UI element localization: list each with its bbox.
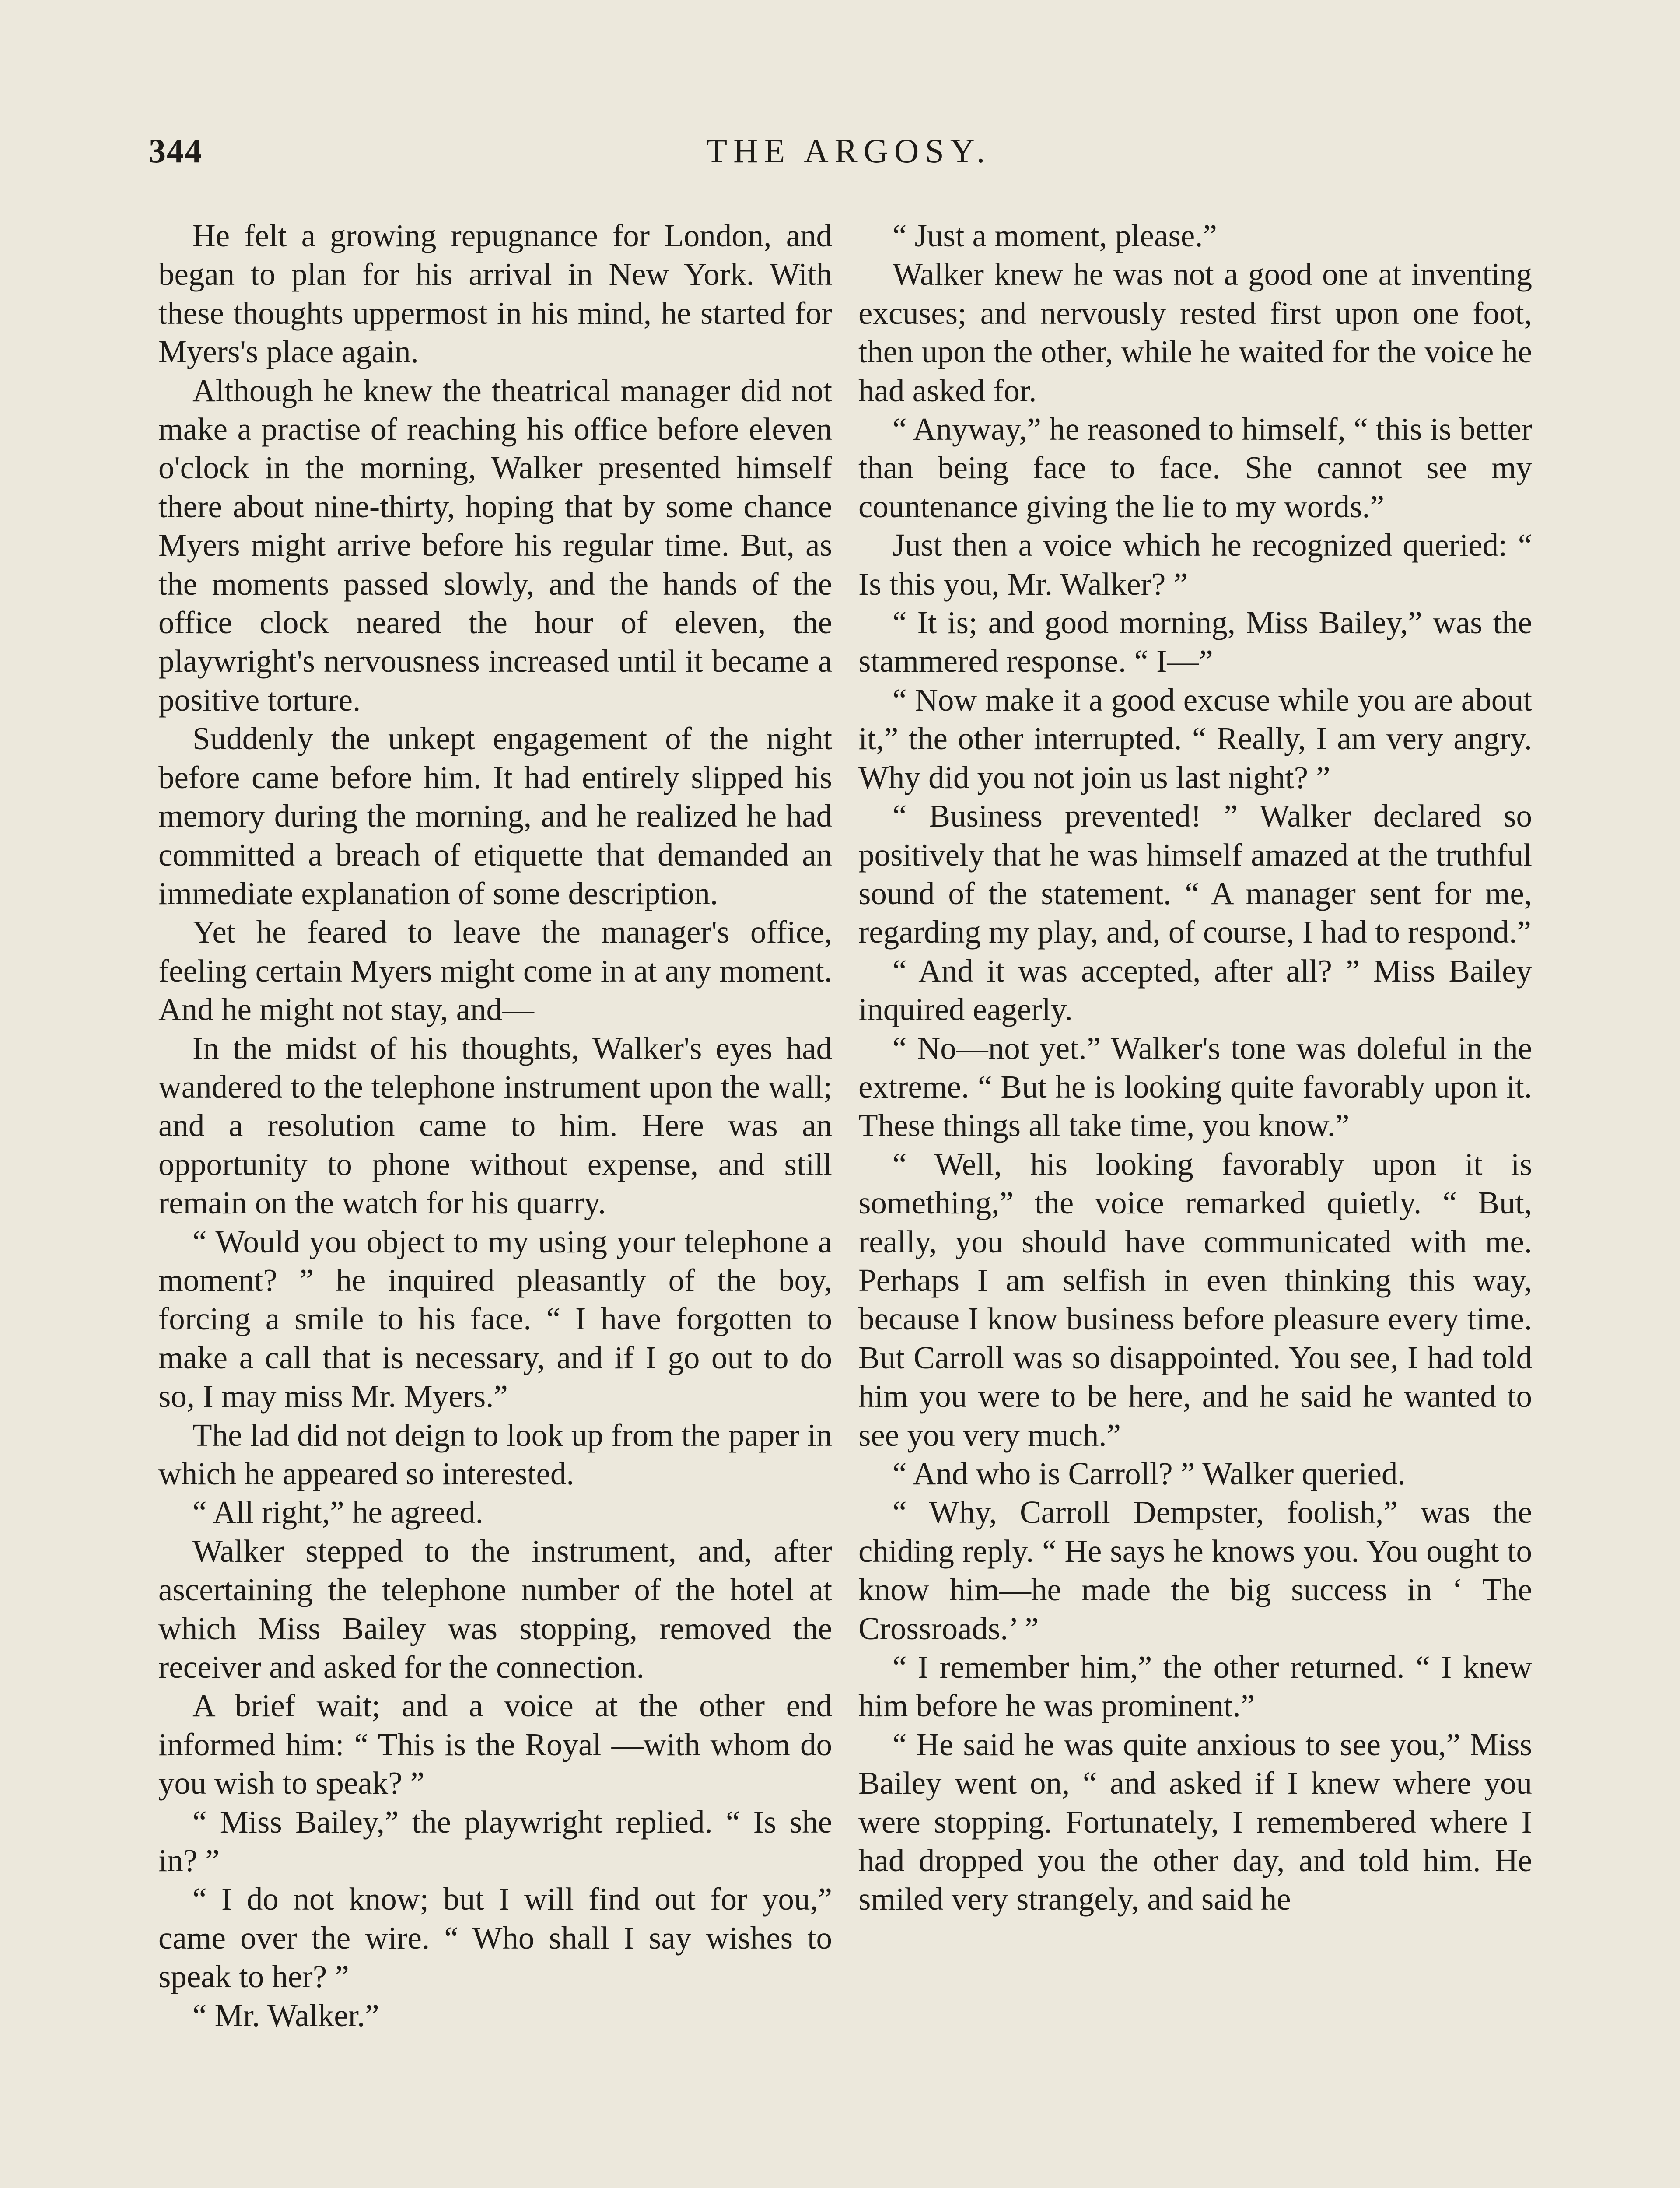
paragraph: “ Miss Bailey,” the playwright replied. “ Is she in? ”: [158, 1804, 832, 1879]
paragraph: “ Anyway,” he reasoned to himself, “ this is better than being face to face. She cannot see my countenance giving the lie to my words.”: [858, 411, 1532, 524]
paragraph: “ Well, his looking favorably upon it is something,” the voice remarked quietly. “ But, really, you should have communicated with me. Perhaps I am selfish in even thinking this way, because I know business before pleasure every time. But Carroll was so disappointed. You see, I had told him you were to be here, and he said he wanted to see you very much.”: [858, 1146, 1532, 1453]
paragraph: “ Would you object to my using your telephone a moment? ” he inquired pleasantly of the boy, forcing a smile to his face. “ I have forgotten to make a call that is necessary, and if I go out to do so, I may miss Mr. Myers.”: [158, 1224, 832, 1414]
right-column: [858, 217, 1532, 1919]
running-head: THE ARGOSY.: [706, 132, 991, 170]
paragraph: “ I do not know; but I will find out for you,” came over the wire. “ Who shall I say wishes to speak to her? ”: [158, 1881, 832, 1995]
paragraph: “ And who is Carroll? ” Walker queried.: [892, 1456, 1406, 1491]
paragraph: “ All right,” he agreed.: [192, 1494, 483, 1530]
page-number: 344: [149, 132, 203, 170]
paragraph: Suddenly the unkept engagement of the night before came before him. It had entirely slipped his memory during the morning, and he realized he had committed a breach of etiquette that demanded an immediate explanation of some description.: [158, 721, 832, 911]
paragraph: Just then a voice which he recognized queried: “ Is this you, Mr. Walker? ”: [858, 527, 1532, 602]
paragraph: Walker knew he was not a good one at inventing excuses; and nervously rested first upon one foot, then upon the other, while he waited for the voice he had asked for.: [858, 256, 1532, 408]
paragraph: “ No—not yet.” Walker's tone was doleful in the extreme. “ But he is looking quite favorably upon it. These things all take time, you know.”: [858, 1030, 1532, 1143]
paragraph: “ It is; and good morning, Miss Bailey,” was the stammered response. “ I—”: [858, 605, 1532, 679]
left-column: [158, 217, 832, 2035]
paragraph: In the midst of his thoughts, Walker's eyes had wandered to the telephone instrument upon the wall; and a resolution came to him. Here was an opportunity to phone without expense, and still remain on the watch for his quarry.: [158, 1030, 832, 1221]
paragraph: “ And it was accepted, after all? ” Miss Bailey inquired eagerly.: [858, 953, 1532, 1027]
paragraph: The lad did not deign to look up from the paper in which he appeared so interested.: [158, 1417, 832, 1491]
page-header: [149, 131, 1549, 184]
paragraph: He felt a growing repugnance for London, and began to plan for his arrival in New York. With these thoughts uppermost in his mind, he started for Myers's place again.: [158, 218, 832, 370]
paragraph: “ Why, Carroll Dempster, foolish,” was the chiding reply. “ He says he knows you. You ought to know him—he made the big success in ‘ The Crossroads.’ ”: [858, 1494, 1532, 1646]
paragraph: “ Business prevented! ” Walker declared so positively that he was himself amazed at the truthful sound of the statement. “ A manager sent for me, regarding my play, and, of course, I had to respond.”: [858, 798, 1532, 950]
paragraph: “ He said he was quite anxious to see you,” Miss Bailey went on, “ and asked if I knew where you were stopping. Fortunately, I remembered where I had dropped you the other day, and told him. He smiled very strangely, and said he: [858, 1726, 1532, 1917]
paragraph: “ Just a moment, please.”: [892, 218, 1217, 253]
paragraph: “ I remember him,” the other returned. “ I knew him before he was prominent.”: [858, 1649, 1532, 1724]
paragraph: Walker stepped to the instrument, and, after ascertaining the telephone number of the hotel at which Miss Bailey was stopping, removed the receiver and asked for the connection.: [158, 1533, 832, 1685]
paragraph: “ Now make it a good excuse while you are about it,” the other interrupted. “ Really, I am very angry. Why did you not join us last night? ”: [858, 682, 1532, 795]
paragraph: “ Mr. Walker.”: [192, 1997, 379, 2033]
paragraph: Yet he feared to leave the manager's office, feeling certain Myers might come in at any moment. And he might not stay, and—: [158, 914, 832, 1027]
paragraph: Although he knew the theatrical manager did not make a practise of reaching his office before eleven o'clock in the morning, Walker presented himself there about nine-thirty, hoping that by some chance Myers might arrive before his regular time. But, as the moments passed slowly, and the hands of the office clock neared the hour of eleven, the playwright's nervousness increased until it became a positive torture.: [158, 372, 832, 718]
paragraph: A brief wait; and a voice at the other end informed him: “ This is the Royal —with whom do you wish to speak? ”: [158, 1688, 832, 1801]
